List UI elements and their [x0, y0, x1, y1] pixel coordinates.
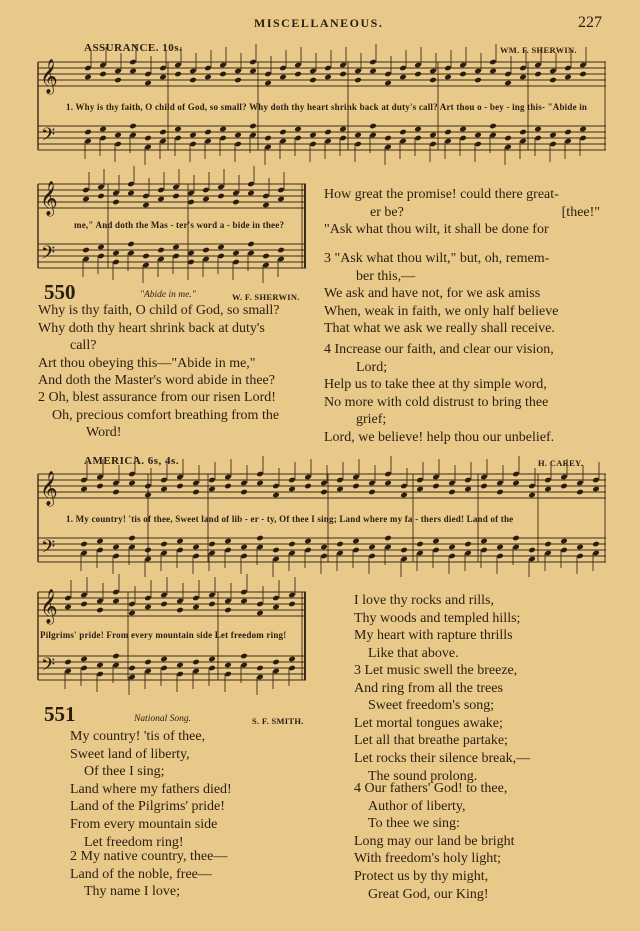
bass-staff: [38, 656, 306, 680]
tune-name-america: AMERICA. 6s, 4s.: [84, 455, 180, 467]
notehead: [354, 132, 362, 139]
verse-line: call?: [70, 338, 97, 354]
notehead: [189, 77, 197, 84]
hymn-551-author: S. F. SMITH.: [252, 716, 304, 726]
notehead: [192, 604, 200, 611]
notehead: [304, 483, 312, 490]
notehead: [336, 486, 344, 493]
treble-clef-icon: 𝄞: [40, 59, 58, 94]
notehead: [232, 250, 240, 257]
lyric-underlay-551-line1: 1. My country! 'tis of thee, Sweet land of lib - er - ty, Of thee I sing; Land where my fa - thers died! Land of the: [66, 514, 514, 524]
notehead: [549, 132, 557, 139]
notehead: [272, 659, 280, 666]
verse-line: When, weak in faith, we only half believe: [324, 303, 559, 319]
notehead: [560, 483, 568, 490]
notehead: [192, 544, 200, 551]
notehead: [157, 196, 165, 203]
notehead: [97, 244, 105, 251]
notehead: [474, 132, 482, 139]
notehead: [519, 129, 527, 136]
verse-line: Sweet freedom's song;: [368, 698, 495, 714]
notehead: [192, 489, 200, 496]
notehead: [189, 132, 197, 139]
notehead: [400, 547, 408, 554]
notehead: [354, 77, 362, 84]
notehead: [204, 74, 212, 81]
notehead: [224, 538, 232, 545]
notehead: [448, 489, 456, 496]
notehead: [144, 492, 152, 499]
notehead: [97, 193, 105, 200]
notehead: [112, 250, 120, 257]
notehead: [414, 126, 422, 133]
verse-line: Sweet land of liberty,: [70, 746, 190, 762]
notehead: [208, 541, 216, 548]
notehead: [339, 71, 347, 78]
notehead: [496, 544, 504, 551]
notehead: [444, 74, 452, 81]
notehead: [288, 656, 296, 663]
notehead: [489, 123, 497, 130]
notehead: [82, 196, 90, 203]
verse-line: 2 My native country, thee—: [70, 849, 228, 864]
notehead: [519, 74, 527, 81]
notehead: [368, 544, 376, 551]
notehead: [579, 71, 587, 78]
notehead: [384, 135, 392, 142]
notehead: [474, 77, 482, 84]
tune-name-assurance: ASSURANCE. 10s.: [84, 42, 183, 54]
notehead: [247, 190, 255, 197]
tune-composer-carey: H. CAREY.: [538, 458, 584, 468]
bass-clef-icon: 𝄢: [41, 125, 56, 150]
notehead: [80, 486, 88, 493]
hymn-551-verse-4: [354, 780, 604, 903]
hymn-550-verse-3: [324, 250, 606, 338]
treble-staff: [38, 592, 306, 616]
verse-line: And ring from all the trees: [354, 680, 503, 696]
notehead: [464, 541, 472, 548]
verse-line: Lord;: [356, 359, 388, 375]
notehead: [240, 489, 248, 496]
notehead: [576, 489, 584, 496]
notehead: [324, 129, 332, 136]
notehead: [368, 489, 376, 496]
notehead: [80, 656, 88, 663]
verse-line: No more with cold distrust to bring thee: [324, 394, 549, 410]
notehead: [324, 74, 332, 81]
notehead: [80, 541, 88, 548]
verse-line: Let all that breathe partake;: [354, 733, 508, 749]
hymn-551-meter: National Song.: [134, 714, 192, 724]
notehead: [288, 541, 296, 548]
notehead: [320, 489, 328, 496]
verse-line: Like that above.: [368, 645, 459, 661]
notehead: [384, 480, 392, 487]
notehead: [504, 135, 512, 142]
notehead: [240, 544, 248, 551]
notehead: [432, 483, 440, 490]
notehead: [240, 598, 248, 605]
notehead: [429, 77, 437, 84]
notehead: [159, 74, 167, 81]
notehead: [369, 123, 377, 130]
notehead: [528, 547, 536, 554]
notehead: [142, 202, 150, 209]
verse-line: I love thy rocks and rills,: [354, 593, 494, 608]
notehead: [384, 80, 392, 87]
notehead: [84, 129, 92, 136]
notehead: [444, 129, 452, 136]
notehead: [64, 604, 72, 611]
hymn-551-verse-1: [70, 728, 320, 851]
notehead: [204, 129, 212, 136]
treble-staff: [38, 62, 606, 86]
notehead: [202, 196, 210, 203]
notehead: [192, 659, 200, 666]
notehead: [489, 68, 497, 75]
notehead: [99, 71, 107, 78]
notehead: [96, 538, 104, 545]
notehead: [432, 538, 440, 545]
notehead: [549, 77, 557, 84]
verse-line: Land where my fathers died!: [70, 781, 232, 797]
notehead: [320, 544, 328, 551]
notehead: [504, 80, 512, 87]
hymn-number-551: 551: [44, 702, 76, 726]
notehead: [127, 241, 135, 248]
hymn-number-550: 550: [44, 280, 76, 304]
verse-line: Land of the noble, free—: [70, 866, 212, 882]
notehead: [399, 74, 407, 81]
notehead: [414, 71, 422, 78]
verse-line: 3 Let music swell the breeze,: [354, 663, 518, 678]
verse-line: 4 Our fathers' God! to thee,: [354, 781, 508, 796]
notehead: [247, 241, 255, 248]
notehead: [174, 126, 182, 133]
verse-line: Long may our land be bright: [354, 833, 515, 849]
notehead: [234, 132, 242, 139]
notehead: [232, 199, 240, 206]
bass-clef-icon: 𝄢: [41, 243, 56, 268]
notehead: [96, 483, 104, 490]
notehead: [176, 607, 184, 614]
notehead: [160, 656, 168, 663]
notehead: [128, 610, 136, 617]
notehead: [219, 126, 227, 133]
notehead: [592, 486, 600, 493]
notehead: [217, 193, 225, 200]
notehead: [176, 483, 184, 490]
verse-line: Let mortal tongues awake;: [354, 715, 503, 731]
notehead: [288, 601, 296, 608]
verse-line: Protect us by thy might,: [354, 868, 489, 884]
bass-staff: [38, 538, 606, 562]
notehead: [144, 547, 152, 554]
verse-line: er be?: [370, 204, 404, 220]
notehead: [272, 547, 280, 554]
notehead: [294, 71, 302, 78]
notehead: [112, 199, 120, 206]
verse-line: Of thee I sing;: [84, 764, 165, 780]
notehead: [144, 135, 152, 142]
notehead: [176, 538, 184, 545]
verse-line: "Ask what thou wilt, it shall be done for: [324, 222, 549, 238]
notehead: [496, 489, 504, 496]
notehead: [208, 656, 216, 663]
notehead: [339, 126, 347, 133]
notehead: [294, 126, 302, 133]
notehead: [416, 541, 424, 548]
notehead: [234, 77, 242, 84]
notehead: [304, 538, 312, 545]
hymn-550-verse-1: [38, 302, 316, 390]
notehead: [512, 480, 520, 487]
notehead: [172, 244, 180, 251]
notehead: [464, 486, 472, 493]
verse-line: ber this,—: [356, 268, 416, 284]
verse-line: 4 Increase our faith, and clear our vision,: [324, 342, 554, 357]
treble-staff: [38, 474, 606, 498]
hymn-550-verse-4: [324, 341, 606, 447]
notehead: [159, 129, 167, 136]
notehead: [157, 247, 165, 254]
page-number: 227: [578, 14, 602, 31]
notehead: [99, 126, 107, 133]
verse-line: Help us to take thee at thy simple word,: [324, 377, 547, 393]
notehead: [144, 659, 152, 666]
notehead: [82, 247, 90, 254]
verse-line: Lord, we believe! help thou our unbelief.: [324, 429, 555, 445]
notehead: [96, 662, 104, 669]
verse-line: And doth the Master's word abide in thee?: [38, 373, 275, 389]
notehead: [564, 74, 572, 81]
verse-line: The sound prolong.: [368, 768, 478, 784]
hymn-551-verse-2-cont: [354, 592, 604, 662]
notehead: [128, 480, 136, 487]
notehead: [249, 123, 257, 130]
section-heading: MISCELLANEOUS.: [254, 16, 384, 30]
notehead: [217, 244, 225, 251]
notehead: [336, 541, 344, 548]
notehead: [564, 129, 572, 136]
verse-line: Land of the Pilgrims' pride!: [70, 799, 225, 815]
notehead: [249, 68, 257, 75]
notehead: [459, 126, 467, 133]
notehead: [208, 601, 216, 608]
hymn-551-verse-3: [354, 662, 604, 785]
notehead: [208, 486, 216, 493]
verse-line: Thy woods and templed hills;: [354, 610, 521, 626]
notehead: [256, 665, 264, 672]
bass-clef-icon: 𝄢: [41, 537, 56, 562]
notehead: [352, 538, 360, 545]
lyric-underlay-551-line2: Pilgrims' pride! From every mountain side Let freedom ring!: [40, 630, 287, 640]
notehead: [512, 535, 520, 542]
hymn-550-verse-2: [38, 389, 316, 442]
notehead: [560, 538, 568, 545]
notehead: [264, 135, 272, 142]
notehead: [459, 71, 467, 78]
verse-line: That what we ask we really shall receive.: [324, 321, 555, 337]
notehead: [288, 486, 296, 493]
notehead: [277, 196, 285, 203]
lyric-underlay-550-line2: me," And doth the Mas - ter's word a - bide in thee?: [74, 220, 285, 230]
notehead: [128, 665, 136, 672]
notehead: [480, 483, 488, 490]
verse-line: Why is thy faith, O child of God, so small?: [38, 303, 280, 318]
notehead: [429, 132, 437, 139]
notehead: [114, 77, 122, 84]
notehead: [224, 607, 232, 614]
verse-line: Author of liberty,: [368, 798, 466, 814]
lyric-underlay-550-line1: 1. Why is thy faith, O child of God, so small? Why doth thy heart shrink back at duty's call? Art thou o - bey - ing this- "Abide in: [66, 102, 588, 112]
notehead: [224, 662, 232, 669]
notehead: [416, 486, 424, 493]
notehead: [272, 492, 280, 499]
verse-line: My heart with rapture thrills: [354, 628, 513, 644]
notehead: [480, 538, 488, 545]
verse-line: grief;: [356, 412, 387, 428]
notehead: [262, 202, 270, 209]
verse-line: To thee we sing:: [368, 816, 460, 832]
verse-line: With freedom's holy light;: [354, 851, 501, 867]
verse-line: Why doth thy heart shrink back at duty's: [38, 320, 265, 336]
notehead: [160, 486, 168, 493]
notehead: [369, 68, 377, 75]
notehead: [224, 483, 232, 490]
notehead: [172, 193, 180, 200]
notehead: [129, 68, 137, 75]
notehead: [202, 247, 210, 254]
notehead: [174, 71, 182, 78]
verse-line: Let freedom ring!: [84, 834, 184, 850]
bass-staff: [38, 126, 606, 150]
hymn-550-verse-2-cont: [324, 186, 606, 239]
notehead: [544, 486, 552, 493]
verse-line: Oh, precious comfort breathing from the: [52, 407, 280, 423]
verse-line: We ask and have not, for we ask amiss: [324, 286, 541, 302]
verse-line: 3 "Ask what thou wilt," but, oh, remem-: [324, 251, 550, 266]
notehead: [528, 492, 536, 499]
notehead: [399, 129, 407, 136]
notehead: [352, 483, 360, 490]
notehead: [256, 535, 264, 542]
notehead: [127, 190, 135, 197]
notehead: [160, 601, 168, 608]
verse-line: 2 Oh, blest assurance from our risen Lord!: [38, 390, 276, 405]
notehead: [264, 80, 272, 87]
notehead: [112, 598, 120, 605]
verse-line: Let rocks their silence break,—: [354, 750, 531, 766]
notehead: [64, 659, 72, 666]
notehead: [309, 132, 317, 139]
notehead: [400, 492, 408, 499]
notehead: [272, 604, 280, 611]
notehead: [534, 71, 542, 78]
notehead: [142, 253, 150, 260]
notehead: [309, 77, 317, 84]
treble-clef-icon: 𝄞: [40, 589, 58, 624]
verse-line: Great God, our King!: [368, 886, 489, 902]
notehead: [277, 247, 285, 254]
treble-clef-icon: 𝄞: [40, 471, 58, 506]
notehead: [160, 541, 168, 548]
notehead: [84, 74, 92, 81]
notehead: [279, 74, 287, 81]
notehead: [448, 544, 456, 551]
hymn-550-author: W. F. SHERWIN.: [232, 292, 300, 302]
hymn-550-title: "Abide in me.": [140, 290, 196, 300]
treble-clef-icon: 𝄞: [40, 181, 58, 216]
notehead: [240, 653, 248, 660]
verse-line: Art thou obeying this—"Abide in me,": [38, 355, 256, 371]
notehead: [534, 126, 542, 133]
notehead: [114, 132, 122, 139]
notehead: [112, 653, 120, 660]
notehead: [256, 480, 264, 487]
notehead: [128, 535, 136, 542]
notehead: [80, 601, 88, 608]
notehead: [176, 662, 184, 669]
notehead: [384, 535, 392, 542]
notehead: [262, 253, 270, 260]
notehead: [592, 541, 600, 548]
hymn-551-verse-2: [70, 848, 320, 901]
notehead: [579, 126, 587, 133]
notehead: [112, 544, 120, 551]
notehead: [256, 610, 264, 617]
notehead: [112, 489, 120, 496]
notehead: [219, 71, 227, 78]
notehead: [576, 544, 584, 551]
notehead: [129, 123, 137, 130]
bass-clef-icon: 𝄢: [41, 655, 56, 680]
notehead: [544, 541, 552, 548]
verse-line-overflow: [thee!": [561, 204, 600, 220]
notehead: [144, 80, 152, 87]
verse-line: From every mountain side: [70, 816, 218, 832]
tune-composer-sherwin: WM. F. SHERWIN.: [500, 45, 577, 55]
verse-line: Word!: [86, 425, 122, 441]
verse-line: Thy name I love;: [84, 884, 181, 900]
notehead: [96, 607, 104, 614]
notehead: [144, 604, 152, 611]
notehead: [279, 129, 287, 136]
verse-line: How great the promise! could there great-: [324, 187, 559, 202]
verse-line: My country! 'tis of thee,: [70, 729, 206, 744]
